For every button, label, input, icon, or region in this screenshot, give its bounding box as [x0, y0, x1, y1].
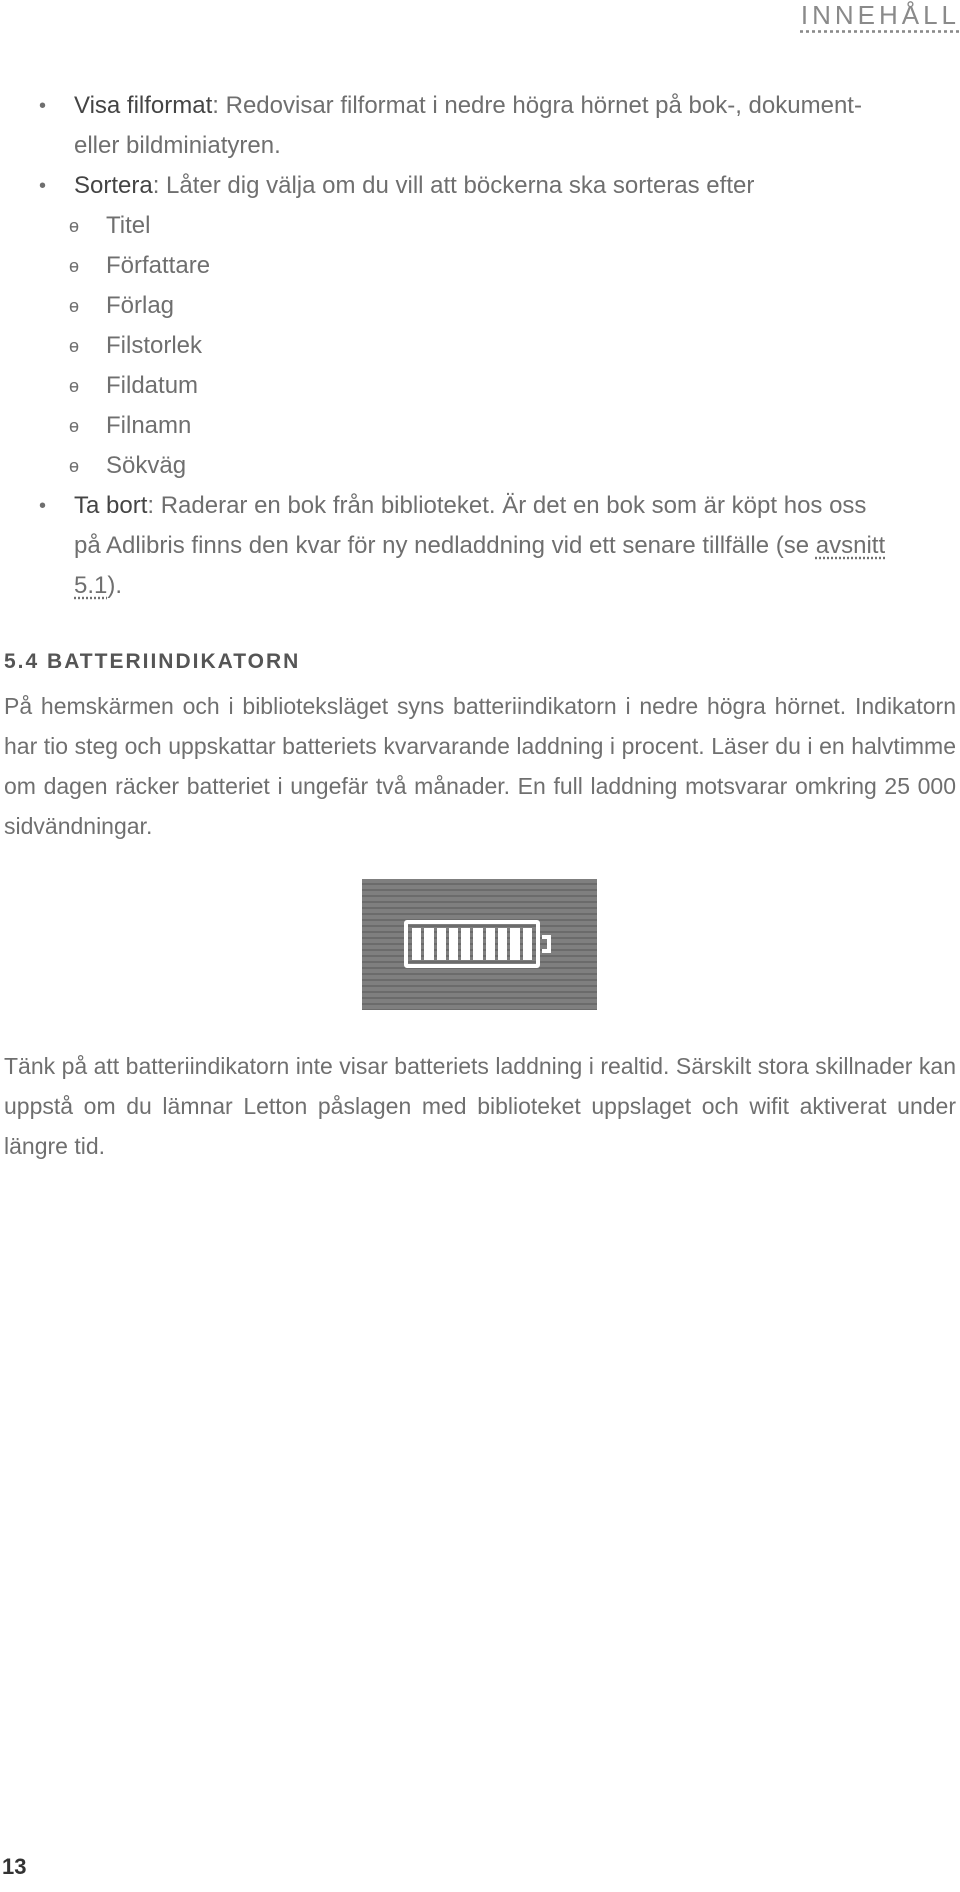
sort-option-item [36, 366, 886, 406]
page-number: 13 [2, 1854, 27, 1879]
bullet-marker: • [39, 95, 47, 117]
term-label: Sortera [74, 172, 153, 199]
table-of-contents-link[interactable]: INNEHÅLL [800, 0, 960, 30]
battery-level-step [449, 928, 458, 960]
sub-bullet-marker: ɵ [69, 296, 80, 316]
settings-bullet-list [36, 86, 886, 606]
sort-options-list [36, 206, 886, 486]
description-text: : Raderar en bok från biblioteket. Är det en bok som är köpt hos oss på Adlibris finns den kvar för ny nedladdning vid ett senare tillfälle (se [74, 492, 867, 559]
bullet-marker: • [39, 175, 47, 197]
list-item-sort [36, 166, 886, 486]
description-text: : Låter dig välja om du vill att böckerna ska sorteras efter [152, 172, 755, 199]
sort-option-item [36, 446, 886, 486]
sort-option-label: Titel [106, 212, 151, 239]
description-text-end: ). [107, 572, 123, 599]
battery-icon [404, 920, 540, 968]
sort-option-label: Filnamn [106, 412, 192, 439]
battery-level-step [523, 928, 532, 960]
sub-bullet-marker: ɵ [69, 416, 80, 436]
sort-option-label: Sökväg [106, 452, 187, 479]
sub-bullet-marker: ɵ [69, 216, 80, 236]
term-label: Visa filformat [74, 92, 213, 119]
sub-bullet-marker: ɵ [69, 376, 80, 396]
term-label: Ta bort [74, 492, 148, 519]
battery-level-step [498, 928, 507, 960]
battery-description-paragraph: På hemskärmen och i biblioteksläget syns batteriindikatorn i nedre högra hörnet. Indikatorn har tio steg och uppskattar batteriets kvarvarande laddning i procent. Läser du i en halvtimme om dagen räcker batteriet i ungefär två månader. En full laddning motsvarar omkring 25 000 sidvändningar. [4, 693, 956, 839]
sort-option-label: Förlag [106, 292, 175, 319]
section-reference-link[interactable]: avsnitt 5.1 [74, 532, 886, 599]
sort-option-label: Filstorlek [106, 332, 203, 359]
battery-level-step [412, 928, 421, 960]
sort-option-item [36, 326, 886, 366]
battery-level-step [510, 928, 519, 960]
sub-bullet-marker: ɵ [69, 336, 80, 356]
battery-level-step [437, 928, 446, 960]
section-heading: 5.4 BATTERIINDIKATORN [4, 650, 301, 673]
sort-option-item [36, 286, 886, 326]
battery-note-paragraph: Tänk på att batteriindikatorn inte visar batteriets laddning i realtid. Särskilt stora skillnader kan uppstå om du lämnar Letton påslagen med biblioteket uppslaget och wifit aktiverat under längre tid. [4, 1053, 956, 1159]
sort-option-item [36, 246, 886, 286]
sort-option-label: Författare [106, 252, 211, 279]
battery-terminal-cap [542, 935, 551, 953]
sub-bullet-marker: ɵ [69, 256, 80, 276]
list-item-show-file-format [36, 86, 886, 166]
list-item-delete [36, 486, 886, 606]
battery-indicator-figure [362, 879, 597, 1010]
sort-option-label: Fildatum [106, 372, 199, 399]
sub-bullet-marker: ɵ [69, 456, 80, 476]
battery-level-step [424, 928, 433, 960]
bullet-marker: • [39, 495, 47, 517]
sort-option-item [36, 206, 886, 246]
battery-level-step [486, 928, 495, 960]
sort-option-item [36, 406, 886, 446]
battery-level-step [461, 928, 470, 960]
battery-level-step [473, 928, 482, 960]
description-text: : Redovisar filformat i nedre högra hörnet på bok-, dokument- eller bildminiatyren. [74, 92, 862, 159]
